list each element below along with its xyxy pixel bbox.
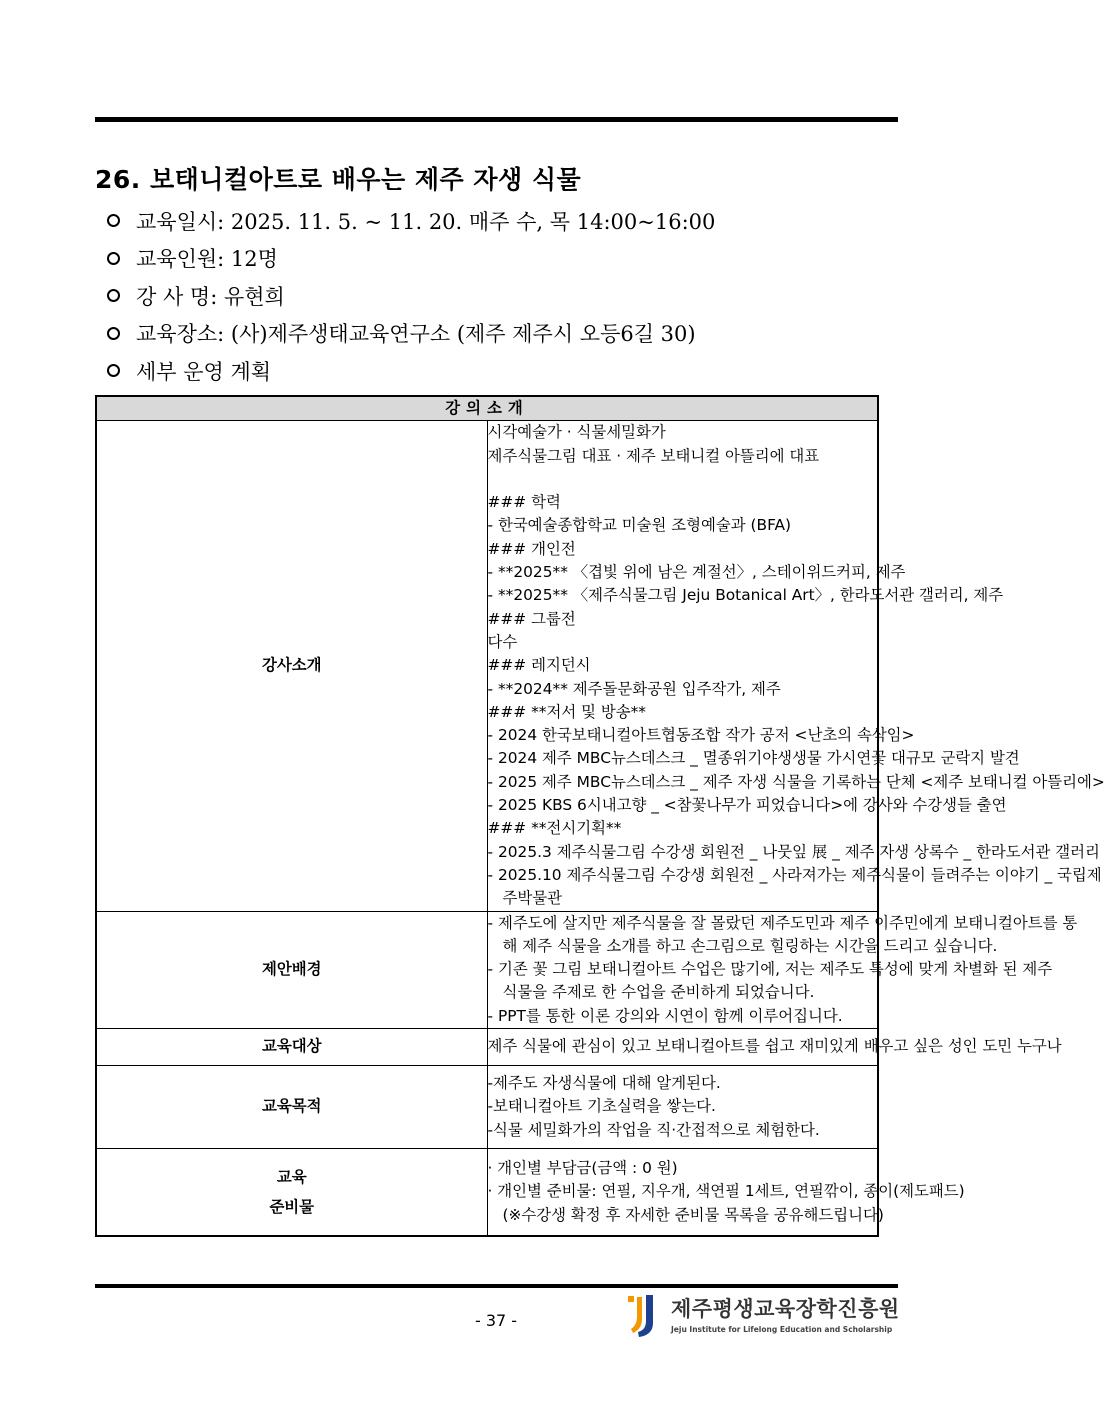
table-row-purpose (96, 1066, 878, 1149)
org-logo-icon (625, 1293, 665, 1337)
info-item-capacity (107, 240, 715, 278)
row-content (487, 911, 1078, 1028)
content-line: - PPT를 통한 이론 강의와 시연이 함께 이루어집니다. (487, 1006, 843, 1025)
info-text: 교육장소: (사)제주생태교육연구소 (제주 제주시 오등6길 30) (136, 322, 696, 347)
content-line: - **2024** 제주돌문화공원 입주작가, 제주 (487, 679, 781, 698)
content-line: ### **전시기획** (487, 819, 622, 838)
circle-bullet-icon (107, 327, 120, 340)
content-line: - 2025 제주 MBC뉴스데스크 _ 제주 자생 식물을 기록하는 단체 <제주 보태니컬 아뜰리에> (487, 772, 1105, 791)
table-row-background (96, 911, 878, 1028)
row-content (487, 1066, 878, 1149)
row-content (487, 1029, 1062, 1066)
content-line: · 개인별 준비물: 연필, 지우개, 색연필 1세트, 연필깎이, 종이(제도패드) (487, 1182, 965, 1201)
table-row-target (96, 1029, 878, 1066)
content-line: - 2024 한국보태니컬아트협동조합 작가 공저 <난초의 속삭임> (487, 726, 915, 745)
content-line: - 2025.10 제주식물그림 수강생 회원전 _ 사라져가는 제주식물이 들려주는 이야기 _ 국립제 (487, 865, 1102, 884)
content-line: - 2024 제주 MBC뉴스데스크 _ 멸종위기야생생물 가시연꽃 대규모 군락지 발견 (487, 749, 1020, 768)
row-label: 제안배경 (96, 911, 487, 1028)
row-label: 강사소개 (96, 421, 487, 911)
logo-stroke-orange (631, 1297, 642, 1333)
table-row-instructor (96, 421, 878, 911)
row-label: 교육목적 (96, 1066, 487, 1149)
info-item-schedule (107, 202, 715, 240)
row-label: 교육대상 (96, 1029, 487, 1066)
lecture-info-table (95, 395, 1105, 1237)
org-logo (625, 1293, 900, 1337)
content-line: ### 그룹전 (487, 609, 576, 628)
row-content (487, 1148, 965, 1235)
content-line: 다수 (487, 632, 518, 651)
org-name-korean: 제주평생교육장학진흥원 (671, 1297, 900, 1321)
content-line: 제주 식물에 관심이 있고 보태니컬아트를 쉽고 재미있게 배우고 싶은 성인 도민 누구나 (487, 1037, 1062, 1056)
bottom-rule (95, 1284, 898, 1288)
content-line: -식물 세밀화가의 작업을 직·간접적으로 체험한다. (487, 1120, 820, 1139)
content-line: (※수강생 확정 후 자세한 준비물 목록을 공유해드립니다) (502, 1205, 884, 1224)
content-line: - 2025.3 제주식물그림 수강생 회원전 _ 나뭇잎 展 _ 제주 자생 상록수 _ 한라도서관 갤러리 (487, 842, 1100, 861)
row-content (487, 421, 1105, 911)
content-line: ### 개인전 (487, 539, 576, 558)
info-text: 세부 운영 계획 (136, 359, 272, 384)
row-label-line: 교육 (276, 1167, 307, 1186)
info-text: 교육인원: 12명 (136, 247, 278, 272)
content-line: -보태니컬아트 기초실력을 쌓는다. (487, 1097, 716, 1116)
info-item-instructor (107, 277, 715, 315)
info-item-plan (107, 352, 715, 390)
circle-bullet-icon (107, 289, 120, 302)
page-number: - 37 - (474, 1311, 518, 1330)
info-list (107, 202, 715, 390)
content-line: - 기존 꽃 그림 보태니컬아트 수업은 많기에, 저는 제주도 특성에 맞게 차별화 된 제주 (487, 960, 1053, 979)
info-text: 강 사 명: 유현희 (136, 284, 285, 309)
page-title: 26. 보태니컬아트로 배우는 제주 자생 식물 (95, 165, 582, 194)
info-item-location (107, 315, 715, 353)
content-line: - 2025 KBS 6시내고향 _ <참꽃나무가 피었습니다>에 강사와 수강생들 출연 (487, 796, 1007, 815)
content-line: 식물을 주제로 한 수업을 준비하게 되었습니다. (502, 983, 815, 1002)
content-line: - **2025** 〈제주식물그림 Jeju Botanical Art〉, 한라도서관 갤러리, 제주 (487, 586, 1004, 605)
table-row-materials (96, 1148, 878, 1235)
content-line: 주박물관 (502, 889, 562, 908)
content-line: ### **저서 및 방송** (487, 702, 646, 721)
org-name-english: Jeju Institute for Lifelong Education and Scholarship (671, 1325, 893, 1334)
circle-bullet-icon (107, 214, 120, 227)
row-label (96, 1148, 487, 1235)
content-line: · 개인별 부담금(금액 : 0 원) (487, 1158, 678, 1177)
content-line: ### 학력 (487, 493, 561, 512)
content-line: 제주식물그림 대표 · 제주 보태니컬 아뜰리에 대표 (487, 446, 820, 465)
content-line: -제주도 자생식물에 대해 알게된다. (487, 1074, 721, 1093)
content-line: - 제주도에 살지만 제주식물을 잘 몰랐던 제주도민과 제주 이주민에게 보태니컬아트를 통 (487, 913, 1078, 932)
content-line: 해 제주 식물을 소개를 하고 손그림으로 힐링하는 시간을 드리고 싶습니다. (502, 936, 998, 955)
info-text: 교육일시: 2025. 11. 5. ~ 11. 20. 매주 수, 목 14:00~16:00 (136, 209, 716, 234)
content-line: ### 레지던시 (487, 656, 591, 675)
content-line: - **2025** 〈겹빛 위에 남은 계절선〉, 스테이위드커피, 제주 (487, 563, 906, 582)
logo-dot (628, 1296, 634, 1302)
table-header: 강의소개 (96, 396, 878, 421)
top-rule (95, 117, 898, 122)
row-label-line: 준비물 (269, 1197, 315, 1216)
circle-bullet-icon (107, 364, 120, 377)
content-line: - 한국예술종합학교 미술원 조형예술과 (BFA) (487, 516, 792, 535)
circle-bullet-icon (107, 252, 120, 265)
content-line: 시각예술가 · 식물세밀화가 (487, 423, 666, 442)
content-line (488, 468, 878, 491)
